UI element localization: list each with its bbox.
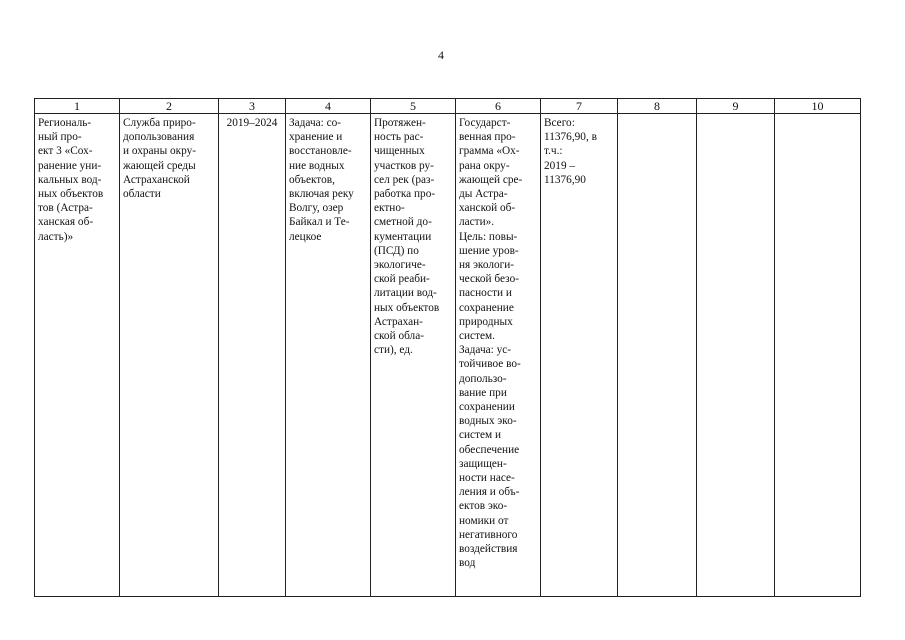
cell-line: экологиче- xyxy=(374,259,426,272)
cell-line: систем и xyxy=(459,429,502,442)
cell-line: Цель: повы- xyxy=(459,230,518,243)
cell-line: ческой безо- xyxy=(459,273,519,286)
cell-line: ность рас- xyxy=(374,131,424,144)
cell-line: ности насе- xyxy=(459,472,515,485)
cell-task xyxy=(286,114,371,597)
cell-line: обеспечение xyxy=(459,443,520,456)
cell-line: Региональ- xyxy=(38,117,92,129)
cell-state-program xyxy=(456,114,541,597)
cell-line: работка про- xyxy=(374,188,436,201)
cell-line: сел рек (раз- xyxy=(374,173,435,186)
cell-line: (ПСД) по xyxy=(374,244,419,257)
cell-line: Государст- xyxy=(459,117,511,129)
cell-line: ласть)» xyxy=(38,230,74,243)
cell-line: ханская об- xyxy=(38,216,94,229)
cell-line: жающей среды xyxy=(123,159,196,172)
cell-line: области xyxy=(123,188,161,201)
cell-line: ханской об- xyxy=(459,202,516,215)
cell-line: т.ч.: xyxy=(544,145,563,158)
cell-line: кументации xyxy=(374,230,432,243)
column-header: 2 xyxy=(120,99,219,114)
cell-period xyxy=(219,114,286,597)
cell-line: Астрахан- xyxy=(374,315,423,328)
cell-col8 xyxy=(618,114,697,597)
cell-line: негативного xyxy=(459,528,518,541)
column-header: 4 xyxy=(286,99,371,114)
cell-line: ской реаби- xyxy=(374,273,430,286)
cell-line: защищен- xyxy=(459,457,507,470)
cell-line: жающей сре- xyxy=(459,173,523,186)
cell-line: шение уров- xyxy=(459,244,519,257)
page-number: 4 xyxy=(438,48,444,62)
cell-funding xyxy=(541,114,618,597)
cell-line: лецкое xyxy=(289,230,322,243)
column-header: 7 xyxy=(541,99,618,114)
cell-line: Волгу, озер xyxy=(289,202,344,215)
cell-line: систем. xyxy=(459,330,495,343)
cell-indicator xyxy=(371,114,456,597)
cell-line: пасности и xyxy=(459,287,512,300)
cell-line: природных xyxy=(459,315,513,328)
column-header: 9 xyxy=(697,99,775,114)
cell-line: ние водных xyxy=(289,159,345,172)
cell-line: воздействия xyxy=(459,543,518,556)
cell-line: ект 3 «Сох- xyxy=(38,145,93,158)
cell-line: вод xyxy=(459,557,476,570)
cell-col10 xyxy=(775,114,861,597)
cell-line: 2019–2024 xyxy=(226,117,278,129)
cell-line: Служба приро- xyxy=(123,117,196,129)
cell-line: Всего: xyxy=(544,117,575,129)
cell-line: вание при xyxy=(459,386,507,399)
cell-line: ды Астра- xyxy=(459,188,508,201)
cell-line: ный про- xyxy=(38,131,82,144)
cell-line: номики от xyxy=(459,514,509,527)
cell-col9 xyxy=(697,114,775,597)
cell-line: Задача: со- xyxy=(289,117,342,129)
cell-line: восстановле- xyxy=(289,145,352,158)
cell-line: сметной до- xyxy=(374,216,432,229)
cell-line: ня экологи- xyxy=(459,259,515,272)
cell-line: водных эко- xyxy=(459,415,517,428)
cell-line: 11376,90 xyxy=(544,173,586,186)
cell-line: сохранение xyxy=(459,301,514,314)
cell-line: венная про- xyxy=(459,131,516,144)
cell-line: чищенных xyxy=(374,145,425,158)
cell-line: ектно- xyxy=(374,202,405,215)
column-header: 6 xyxy=(456,99,541,114)
column-header: 3 xyxy=(219,99,286,114)
cell-line: объектов, xyxy=(289,173,335,186)
cell-line: и охраны окру- xyxy=(123,145,197,158)
cell-line: хранение и xyxy=(289,131,343,144)
cell-line: Астраханской xyxy=(123,173,190,186)
column-header: 5 xyxy=(371,99,456,114)
cell-line: сохранении xyxy=(459,401,515,414)
cell-line: ской обла- xyxy=(374,330,424,343)
column-header: 10 xyxy=(775,99,861,114)
table-row xyxy=(35,114,861,597)
cell-line: ранение уни- xyxy=(38,159,102,172)
cell-line: рана окру- xyxy=(459,159,510,172)
cell-line: допользо- xyxy=(459,372,507,385)
header-row xyxy=(35,99,861,114)
cell-line: тов (Астра- xyxy=(38,202,93,215)
cell-line: ных объектов xyxy=(38,188,104,201)
cell-line: тойчивое во- xyxy=(459,358,521,371)
program-table xyxy=(34,98,861,597)
cell-line: участков ру- xyxy=(374,159,434,172)
column-header: 8 xyxy=(618,99,697,114)
cell-responsible xyxy=(120,114,219,597)
cell-line: Задача: ус- xyxy=(459,344,512,357)
cell-line: допользования xyxy=(123,131,195,144)
cell-line: грамма «Ох- xyxy=(459,145,520,158)
cell-line: Протяжен- xyxy=(374,117,426,129)
cell-line: сти), ед. xyxy=(374,344,413,357)
cell-line: Байкал и Те- xyxy=(289,216,350,229)
cell-line: кальных вод- xyxy=(38,173,102,186)
cell-line: ных объектов xyxy=(374,301,440,314)
cell-line: включая реку xyxy=(289,188,354,201)
cell-line: ласти». xyxy=(459,216,495,229)
cell-line: 2019 – xyxy=(544,159,576,172)
cell-line: ления и объ- xyxy=(459,486,520,499)
cell-line: ектов эко- xyxy=(459,500,508,513)
column-header: 1 xyxy=(35,99,120,114)
cell-project-name xyxy=(35,114,120,597)
cell-line: литации вод- xyxy=(374,287,437,300)
cell-line: 11376,90, в xyxy=(544,131,597,144)
